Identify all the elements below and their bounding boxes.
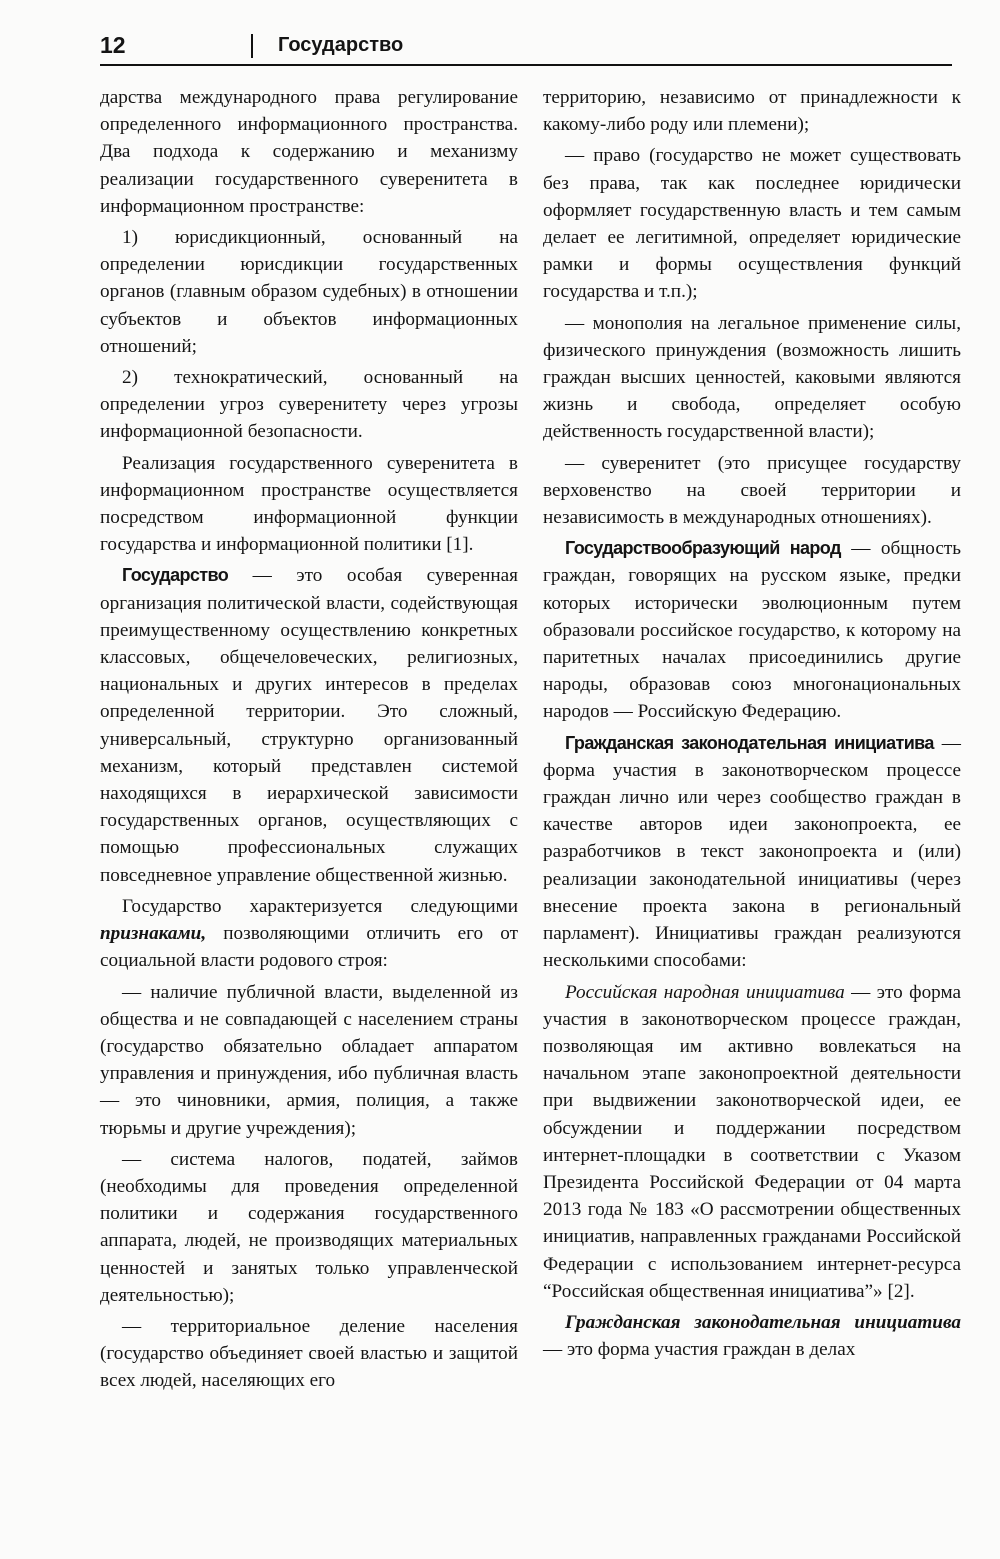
paragraph-continued: дарства международного права регулирование определенного информационного пространства. Два подхода к содержанию и механизму реализации государственного суверенитета в информационном пространстве: — [100, 87, 518, 217]
paragraph-territory-continued: территорию, независимо от принадлежности к какому-либо роду или племени); — [543, 87, 961, 136]
bullet-monopoly: — монополия на легальное применение силы, физического принуждения (возможность лишить граждан высших ценностей, каковыми являются жизнь и свобода, определяет особую действенность государственной власти); — [543, 312, 961, 443]
running-header — [100, 30, 952, 66]
bullet-sovereignty: — суверенитет (это присущее государству верховенство на своей территории и независимость в международных отношениях). — [543, 452, 961, 529]
paragraph-features — [100, 893, 518, 975]
bullet-territory: — территориальное деление населения (государство объединяет своей властью и защитой всех людей, населяющих его — [100, 1315, 518, 1392]
definition-state — [100, 562, 518, 888]
term-civil-initiative-2: Гражданская законодательная инициатива — [565, 1311, 961, 1333]
header-separator — [251, 34, 253, 58]
term-state: Государство — [122, 565, 229, 586]
features-text-after: позволяющими отличить его от социальной власти родового строя: — [100, 923, 518, 972]
paragraph-realization: Реализация государственного суверенитета в информационном пространстве осуществляется посредством информационной функции государства и информационной политики [1]. — [100, 452, 518, 556]
definition-civil-text: — форма участия в законотворческом процессе граждан лично или через сообщество граждан в качестве авторов идеи законопроекта, ее разработчиков в текст законопроекта и (или) реализации законодательной инициативы (через внесение проекта закона в региональный парламент). Инициативы граждан реализуются несколькими способами: — [543, 732, 961, 972]
term-civil-initiative: Гражданская законодательная инициатива — [565, 732, 934, 753]
definition-rni-text: — это форма участия в законотворческом процессе граждан, позволяющая им активно вовлекаться на начальном этапе законопроектной деятельности при выдвижении законотворческой идеи, ее обсуждении и поддержании посредством интернет-площадки в соответствии с Указом Президента Российской Федерации от 04 марта 2013 года № 183 «О рассмотрении общественных инициатив, направленных гражданами Российской Федерации с использованием интернет-ресурса “Российская общественная инициатива”» [2]. — [543, 981, 961, 1302]
definition-state-forming-people — [543, 535, 961, 725]
page-number: 12 — [100, 32, 126, 58]
running-title: Государство — [278, 34, 404, 56]
features-keyword: признаками, — [100, 923, 207, 945]
definition-state-text: — это особая суверенная организация политической власти, содействующая преимущественному осуществлению конкретных классовых, общечеловеческих, религиозных, национальных и других интересов в пределах определенной территории. Это сложный, универсальный, структурно организованный механизм, который представлен системой находящихся в иерархической зависимости государственных органов, осуществляющих с помощью профессиональных служащих повседневное управление общественной жизнью. — [100, 565, 518, 886]
definition-people-text: — общность граждан, говорящих на русском языке, предки которых исторически эволюционным путем образовали российское государство, к которому на паритетных началах присоединились другие народы, образовав союз многонациональных народов — Российскую Федерацию. — [543, 538, 961, 723]
term-state-forming-people: Государствообразующий народ — [565, 538, 841, 559]
bullet-taxes: — система налогов, податей, займов (необходимы для проведения определенной политики и содержания государственного аппарата, людей, не производящих материальных ценностей и занятых только управленческой деятельностью); — [100, 1148, 518, 1306]
features-text-before: Государство характеризуется следующими — [122, 895, 518, 917]
bullet-law: — право (государство не может существовать без права, так как последнее юридически оформляет государственную власть и тем самым делает ее легитимной, определяет юридические рамки и формы осуществления функций государства и т.п.); — [543, 145, 961, 303]
bullet-public-power: — наличие публичной власти, выделенной из общества и не совпадающей с населением страны (государство обязательно обладает аппаратом управления и принуждения, ибо публичная власть — это чиновники, армия, полиция, а также тюрьмы и другие учреждения); — [100, 981, 518, 1139]
left-column — [100, 84, 518, 1399]
definition-civil-initiative-2 — [543, 1309, 961, 1363]
right-column — [543, 84, 961, 1367]
list-item-jurisdictional: 1) юрисдикционный, основанный на определении юрисдикции государственных органов (главным образом судебных) в отношении субъектов и объектов информационных отношений; — [100, 227, 518, 357]
list-item-technocratic: 2) технократический, основанный на определении угроз суверенитету через угрозы информационной безопасности. — [100, 367, 518, 443]
term-russian-public-initiative: Российская народная инициатива — [565, 981, 845, 1003]
definition-civil-initiative — [543, 730, 961, 975]
definition-civil2-text: — это форма участия граждан в делах — [543, 1339, 856, 1361]
definition-russian-public-initiative — [543, 979, 961, 1305]
